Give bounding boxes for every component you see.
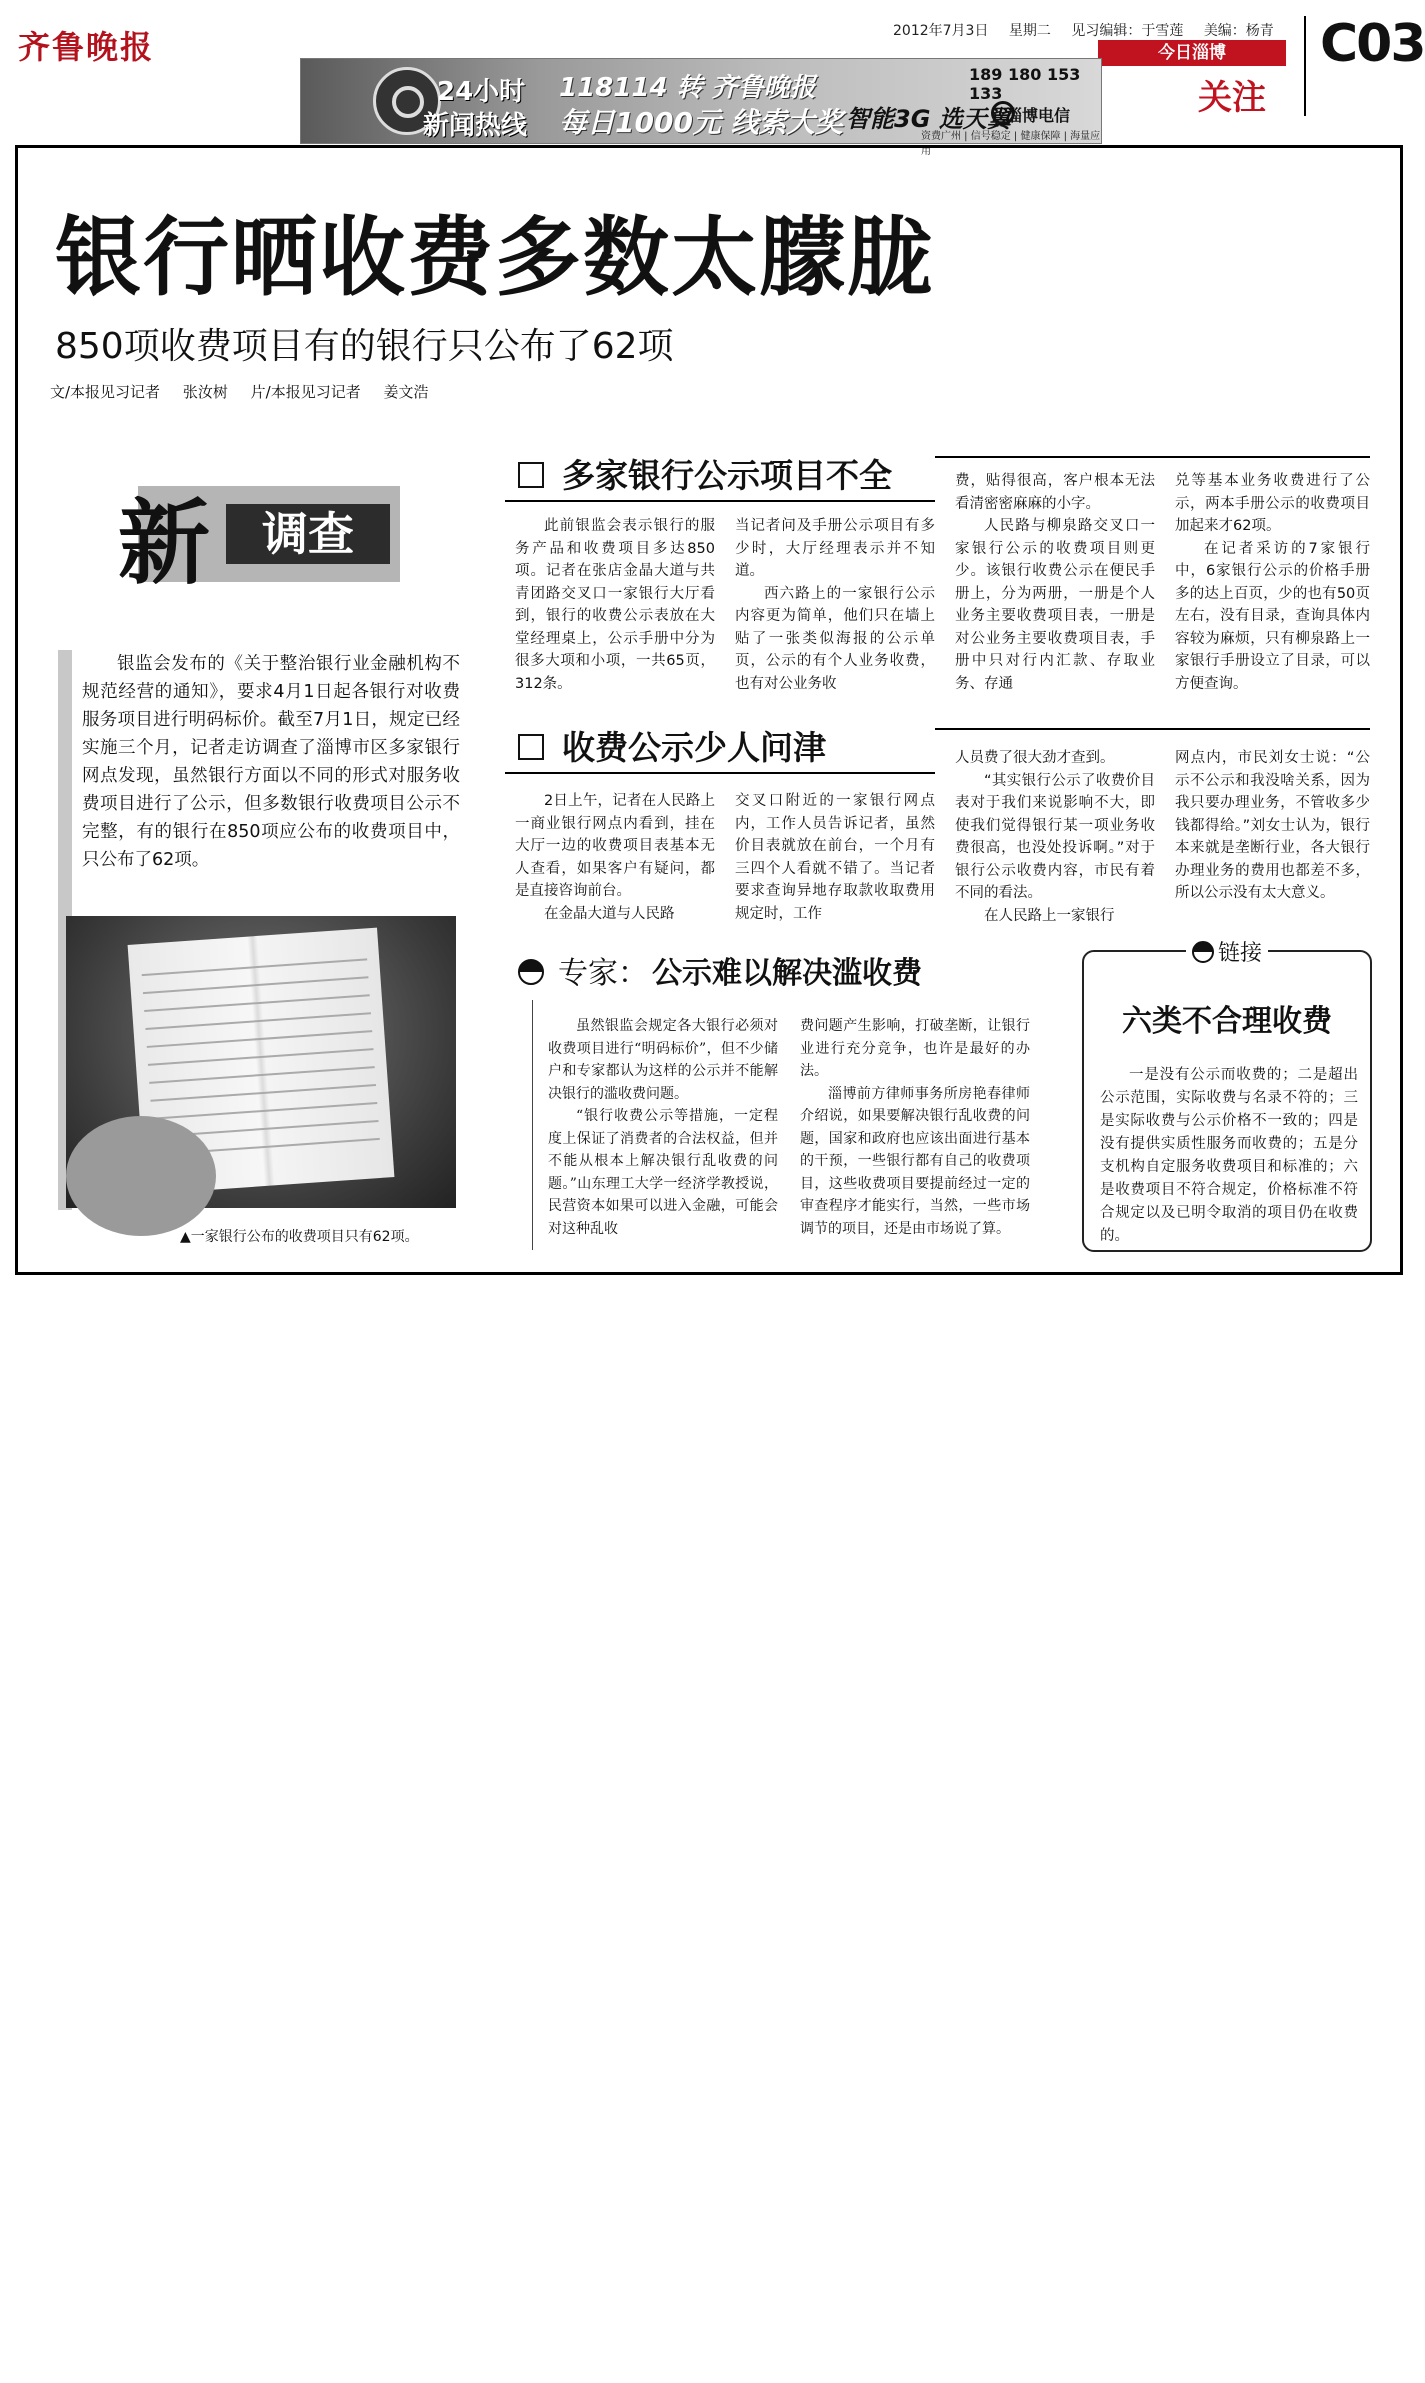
byline-photographer: 姜文浩 xyxy=(383,383,429,401)
hand-image xyxy=(66,1116,216,1236)
section1-title: 多家银行公示项目不全 xyxy=(562,456,892,495)
hotline-top: 24小时 xyxy=(437,77,526,107)
hotline-tel: 118114 转 齐鲁晚报 xyxy=(559,73,816,103)
header-divider xyxy=(1304,16,1306,116)
new-investigation-tag xyxy=(118,470,400,597)
section3-left-rule xyxy=(532,1000,533,1250)
section2-col3b-text: “其实银行公示了收费价目表对于我们来说影响不大，即使我们觉得银行某一项业务收费很高，也没处投诉啊。”对于银行公示收费内容，市民有着不同的看法。 xyxy=(955,772,1155,901)
link-text: 一是没有公示而收费的；二是超出公示范围，实际收费与名录不符的；三是实际收费与公示价格不一致的；四是没有提供实质性服务而收费的；五是分支机构自定服务收费项目和标准的；六是收费项目不符合规定，价格标准不符合规定以及已明令取消的项目仍在收费的。 xyxy=(1100,1067,1358,1244)
photo-caption: ▲一家银行公布的收费项目只有62项。 xyxy=(180,1229,419,1245)
link-label-text: 链接 xyxy=(1218,941,1263,966)
section2-col1b-text: 在金晶大道与人民路 xyxy=(544,905,675,922)
hotline-banner-ad xyxy=(300,58,1102,157)
issue-meta xyxy=(893,20,1290,40)
section1-col1-text: 此前银监会表示银行的服务产品和收费项目多达850项。记者在张店金晶大道与共青团路交叉口一家银行大厅看到，银行的收费公示表放在大堂经理桌上，公示手册中分为很多大项和小项，一共65页，312条。 xyxy=(515,518,715,692)
half-circle-icon xyxy=(1192,941,1214,963)
section1-col3 xyxy=(955,470,1155,695)
article-photo xyxy=(66,916,456,1208)
section3-label: 专家： xyxy=(558,956,648,991)
section-tag: 今日淄博 xyxy=(1098,40,1286,66)
issue-editor: 见习编辑：于雪莲 xyxy=(1071,23,1184,39)
section2-heading xyxy=(518,722,826,769)
section2-col3 xyxy=(955,747,1155,927)
section2-rule xyxy=(505,772,935,774)
tag-new: 新 xyxy=(118,490,211,597)
section1-top-rule xyxy=(935,456,1370,458)
daily-prize: 每日1000元 线索大奖 xyxy=(559,106,843,139)
section1-col3b-text: 人民路与柳泉路交叉口一家银行公示的收费项目则更少。该银行收费公示在便民手册上，分为两册，一册是个人业务主要收费项目表，一册是对公业务主要收费项目表，手册中只对行内汇款、存取业务、存通 xyxy=(955,518,1155,692)
section3-title: 公示难以解决滥收费 xyxy=(652,956,922,991)
section1-col1 xyxy=(515,515,715,695)
article-headline: 银行晒收费多数太朦胧 xyxy=(55,208,935,308)
hotline-bottom: 新闻热线 xyxy=(423,111,528,141)
half-circle-bullet-icon xyxy=(518,959,544,985)
section-name: 关注 xyxy=(1198,78,1266,118)
tag-investigation: 调查 xyxy=(226,504,390,564)
square-bullet-icon xyxy=(518,462,544,488)
section3-heading xyxy=(518,948,922,992)
issue-art-editor: 美编：杨青 xyxy=(1203,23,1274,39)
newspaper-masthead: 齐鲁晚报 xyxy=(18,28,155,66)
byline-photo-role: 片/本报见习记者 xyxy=(250,383,361,401)
section2-col2 xyxy=(735,790,935,925)
issue-date: 2012年7月3日 xyxy=(893,23,989,39)
section1-col4a-text: 兑等基本业务收费进行了公示，两本手册公示的收费项目加起来才62项。 xyxy=(1175,473,1370,534)
section3-col2a-text: 费问题产生影响，打破垄断，让银行业进行充分竞争，也许是最好的办法。 xyxy=(800,1018,1030,1079)
section2-col3a-text: 人员费了很大劲才查到。 xyxy=(955,750,1115,766)
section1-col4b-text: 在记者采访的7家银行中，6家银行公示的价格手册多的达上百页，少的也有50页左右，没有目录，查询具体内容较为麻烦，只有柳泉路上一家银行手册设立了目录，可以方便查询。 xyxy=(1175,540,1370,692)
section1-col2a-text: 当记者问及手册公示项目有多少时，大厅经理表示并不知道。 xyxy=(735,518,935,579)
byline-writer-role: 文/本报见习记者 xyxy=(50,383,161,401)
banner-subline: 资费广州 | 信号稳定 | 健康保障 | 海量应用 xyxy=(921,131,1101,157)
link-label xyxy=(1186,936,1268,967)
section1-col4 xyxy=(1175,470,1370,695)
section1-col2b-text: 西六路上的一家银行公示内容更为简单，他们只在墙上贴了一张类似海报的公示单页，公示的有个人业务收费，也有对公业务收 xyxy=(735,585,935,692)
section3-col1b-text: “银行收费公示等措施，一定程度上保证了消费者的合法权益，但并不能从根本上解决银行乱收费的问题。”山东理工大学一经济学教授说，民营资本如果可以进入金融，可能会对这种乱收 xyxy=(548,1108,778,1237)
issue-weekday: 星期二 xyxy=(1008,23,1051,39)
banner-telecom: 淄博电信 xyxy=(1006,106,1071,125)
section1-heading xyxy=(518,450,892,497)
article-lead: 银监会发布的《关于整治银行业金融机构不规范经营的通知》，要求4月1日起各银行对收费服务项目进行明码标价。截至7月1日，规定已经实施三个月，记者走访调查了淄博市区多家银行网点发现，虽然银行方面以不同的形式对服务收费项目进行了公示，但多数银行收费项目公示不完整，有的银行在850项应公布的收费项目中，只公布了62项。 xyxy=(82,654,460,870)
square-bullet-icon xyxy=(518,734,544,760)
section3-col2 xyxy=(800,1015,1030,1240)
section2-col1 xyxy=(515,790,715,925)
section2-col4-text: 网点内，市民刘女士说：“公示不公示和我没啥关系，因为我只要办理业务，不管收多少钱都得给。”刘女士认为，银行本来就是垄断行业，各大银行办理业务的费用也都差不多，所以公示没有太大意义。 xyxy=(1175,750,1370,901)
section1-col3a-text: 费，贴得很高，客户根本无法看清密密麻麻的小字。 xyxy=(955,473,1155,512)
article-byline xyxy=(50,381,447,402)
section3-col2b-text: 淄博前方律师事务所房艳春律师介绍说，如果要解决银行乱收费的问题，国家和政府也应该出面进行基本的干预，一些银行都有自己的收费项目，这些收费项目要提前经过一定的审查程序才能实行，当然，一些市场调节的项目，还是由市场说了算。 xyxy=(800,1085,1030,1237)
banner-brand: 智能3G 选天翼 xyxy=(846,105,1011,133)
section2-col4 xyxy=(1175,747,1370,905)
section2-title: 收费公示少人问津 xyxy=(562,728,826,767)
link-title: 六类不合理收费 xyxy=(1122,1004,1332,1039)
byline-writer: 张汝树 xyxy=(182,383,228,401)
section3-col1 xyxy=(548,1015,778,1240)
banner-phones: 189 180 153 133 xyxy=(969,65,1081,103)
section3-col1a-text: 虽然银监会规定各大银行必须对收费项目进行“明码标价”，但不少储户和专家都认为这样的公示并不能解决银行的滥收费问题。 xyxy=(548,1018,778,1102)
section1-rule xyxy=(505,500,935,502)
article-subhead: 850项收费项目有的银行只公布了62项 xyxy=(55,326,674,367)
section2-col1a-text: 2日上午，记者在人民路上一商业银行网点内看到，挂在大厅一边的收费项目表基本无人查看，如果客户有疑问，都是直接咨询前台。 xyxy=(515,793,715,899)
page-code: C03 xyxy=(1320,14,1425,74)
section1-col2 xyxy=(735,515,935,695)
section2-col2-text: 交叉口附近的一家银行网点内，工作人员告诉记者，虽然价目表就放在前台，一个月有三四个人看就不错了。当记者要求查询异地存取款收取费用规定时，工作 xyxy=(735,793,935,922)
section2-top-rule xyxy=(935,728,1370,730)
section2-col3c-text: 在人民路上一家银行 xyxy=(984,907,1115,924)
